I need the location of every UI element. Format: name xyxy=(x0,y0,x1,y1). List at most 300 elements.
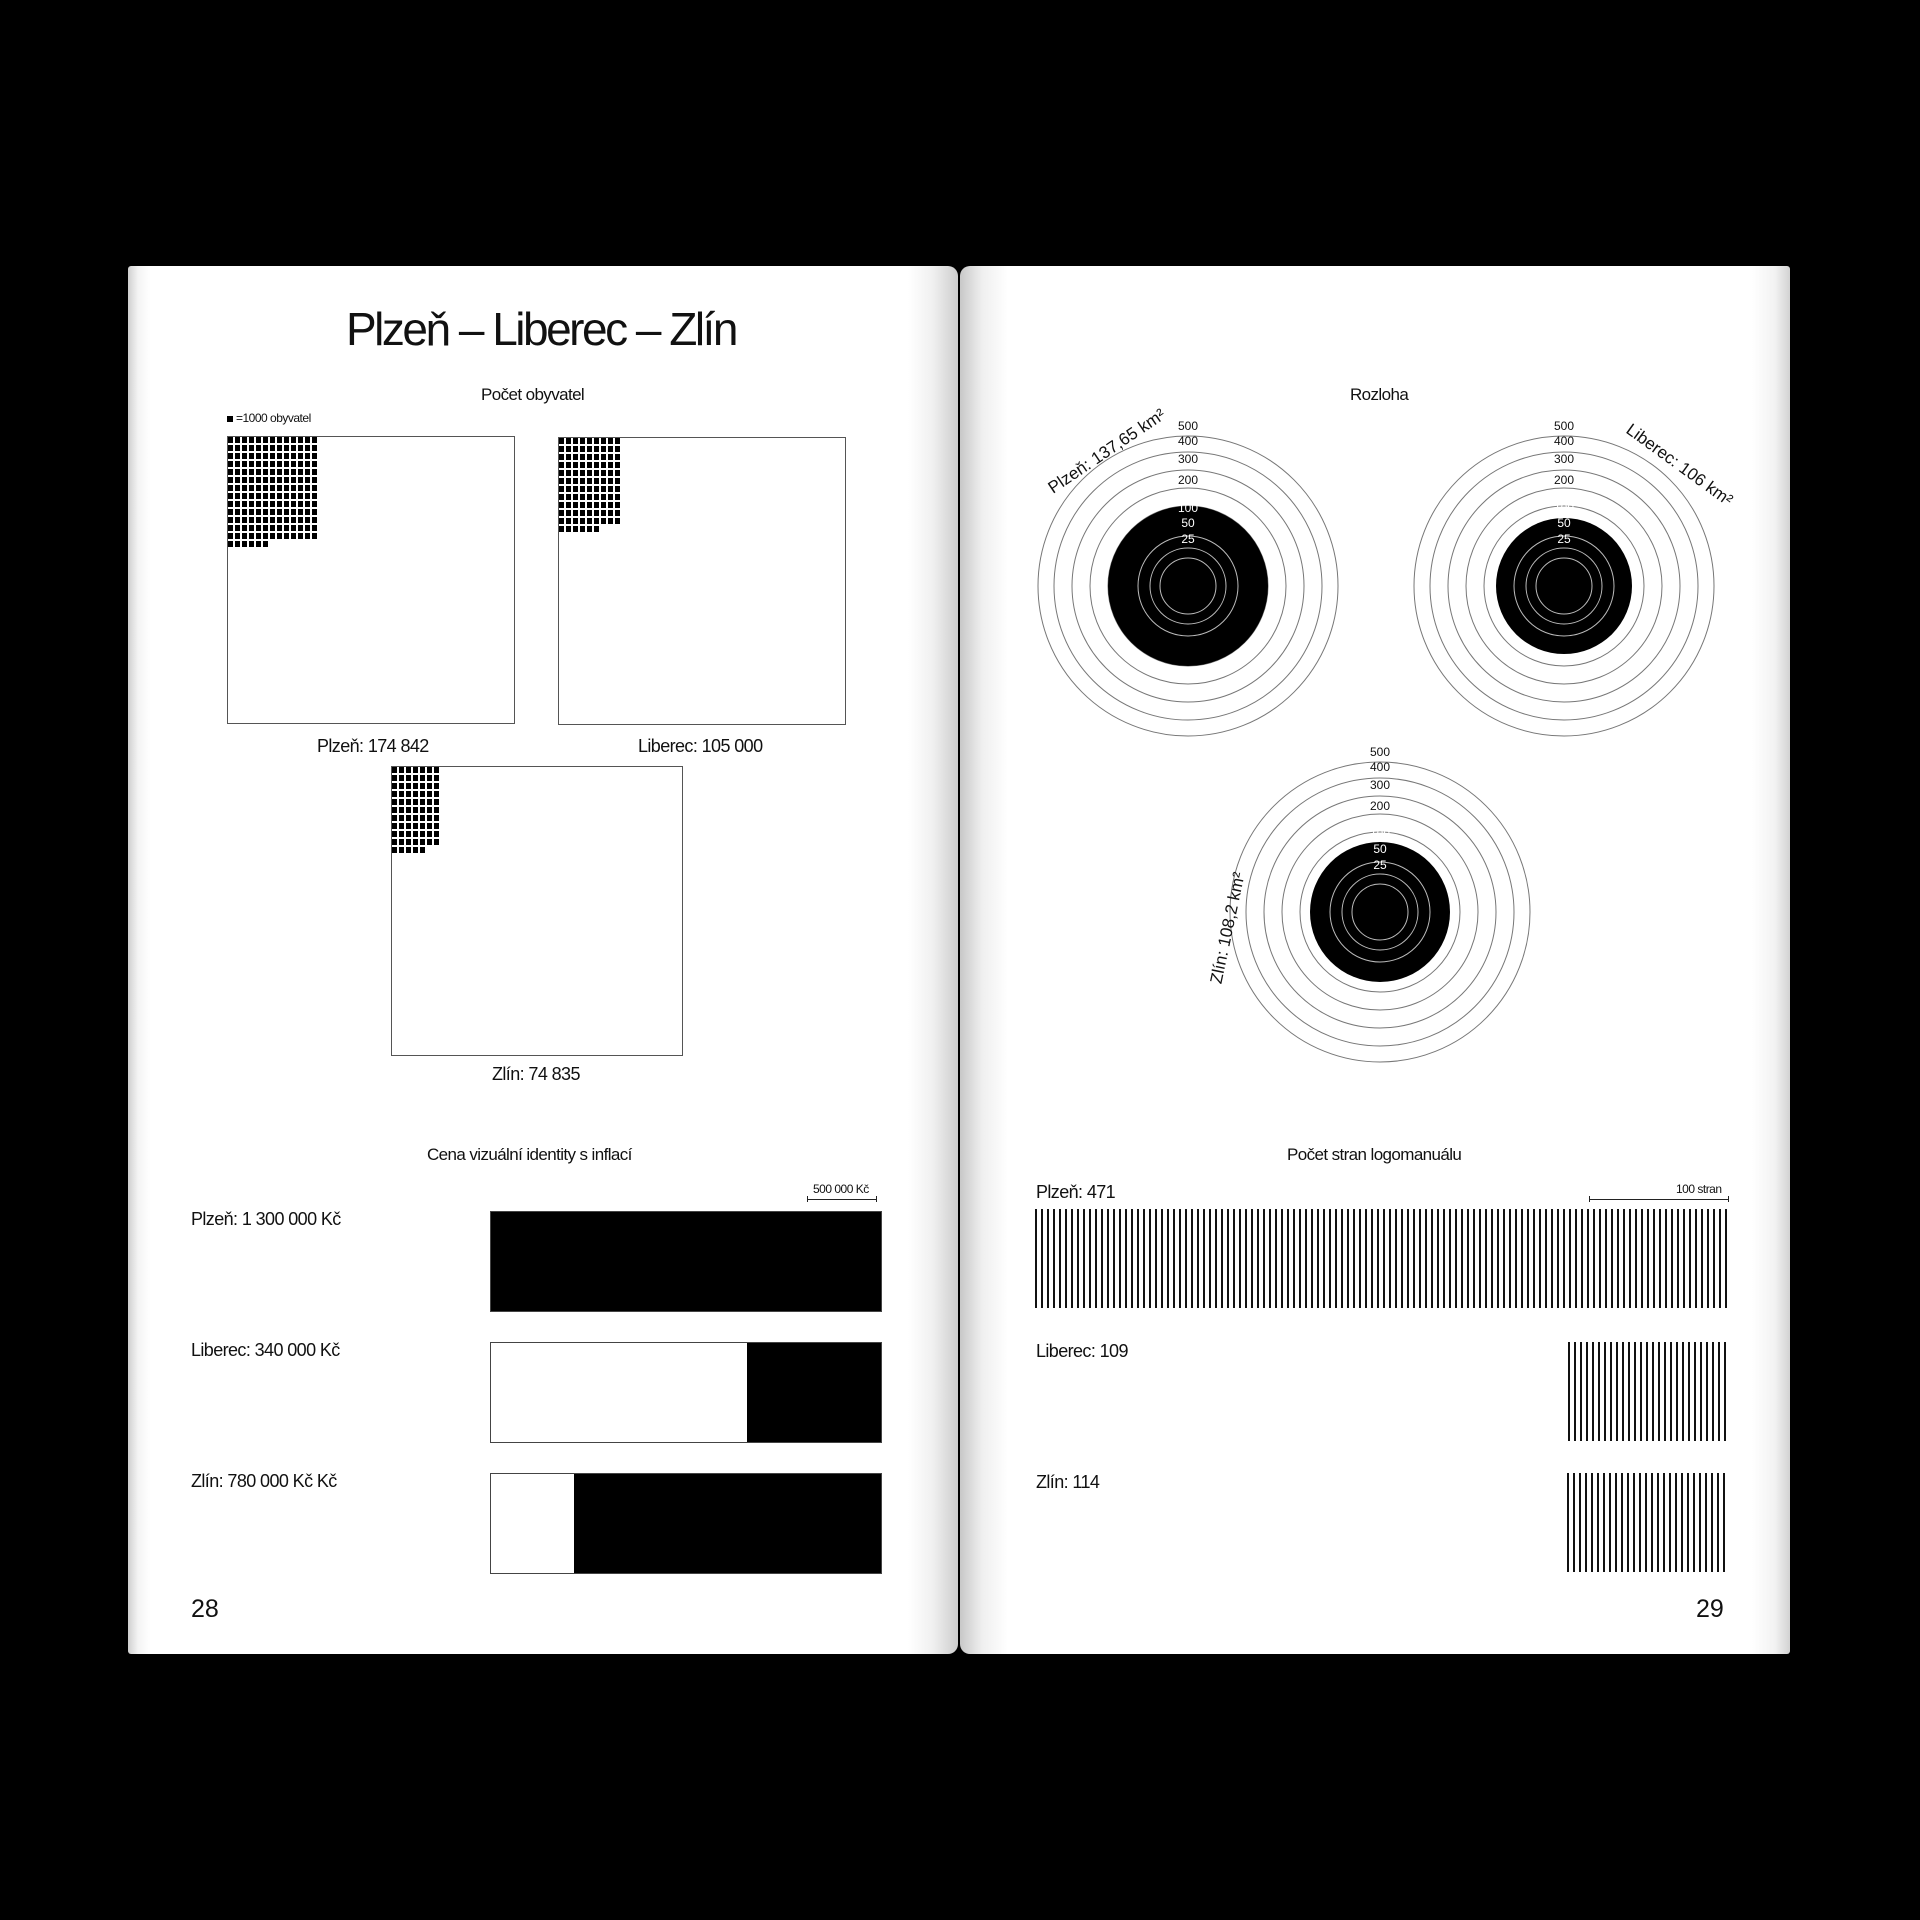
population-square xyxy=(413,831,418,837)
cost-bar-fill-liberec xyxy=(747,1343,881,1442)
population-square xyxy=(420,799,425,805)
population-square xyxy=(413,775,418,781)
population-square xyxy=(594,462,599,468)
population-square xyxy=(573,486,578,492)
population-square xyxy=(615,478,620,484)
population-square xyxy=(284,509,289,515)
population-label-liberec: Liberec: 105 000 xyxy=(638,736,763,756)
population-square xyxy=(312,445,317,451)
population-square xyxy=(434,815,439,821)
population-square xyxy=(559,502,564,508)
population-square xyxy=(284,453,289,459)
population-square xyxy=(249,533,254,539)
population-square xyxy=(312,533,317,539)
population-square xyxy=(291,493,296,499)
population-square xyxy=(270,485,275,491)
population-square xyxy=(298,469,303,475)
population-square xyxy=(242,437,247,443)
page-number-right: 29 xyxy=(1696,1595,1724,1623)
area-ring-label: 300 xyxy=(1553,452,1575,466)
population-square xyxy=(406,775,411,781)
population-square xyxy=(312,509,317,515)
population-square xyxy=(256,469,261,475)
population-square xyxy=(580,486,585,492)
population-square xyxy=(242,541,247,547)
population-square xyxy=(587,454,592,460)
pages-scale-label: 100 stran xyxy=(1676,1182,1722,1196)
population-square xyxy=(235,453,240,459)
population-square xyxy=(413,799,418,805)
population-square xyxy=(298,445,303,451)
population-square xyxy=(615,502,620,508)
population-square xyxy=(420,839,425,845)
population-square xyxy=(270,517,275,523)
population-square xyxy=(420,767,425,773)
pages-label-plzen: Plzeň: 471 xyxy=(1036,1182,1116,1202)
population-square xyxy=(312,525,317,531)
population-square xyxy=(594,494,599,500)
population-square xyxy=(420,791,425,797)
left-page xyxy=(128,266,958,1654)
population-square xyxy=(291,485,296,491)
population-square xyxy=(298,493,303,499)
population-square xyxy=(587,502,592,508)
population-square xyxy=(228,445,233,451)
population-square xyxy=(298,533,303,539)
cost-bar-fill-plzen xyxy=(490,1212,881,1311)
population-square xyxy=(434,775,439,781)
population-square xyxy=(256,453,261,459)
population-square xyxy=(298,437,303,443)
population-square xyxy=(420,847,425,853)
population-square xyxy=(291,461,296,467)
population-label-plzen: Plzeň: 174 842 xyxy=(317,736,429,756)
population-square xyxy=(298,477,303,483)
population-square xyxy=(284,445,289,451)
population-square xyxy=(277,533,282,539)
population-square xyxy=(601,478,606,484)
population-square xyxy=(270,493,275,499)
population-square xyxy=(573,526,578,532)
population-square xyxy=(399,775,404,781)
population-square xyxy=(573,438,578,444)
population-square xyxy=(284,477,289,483)
population-square xyxy=(305,461,310,467)
population-square xyxy=(277,477,282,483)
population-square xyxy=(249,493,254,499)
population-square xyxy=(263,477,268,483)
pages-lines-liberec xyxy=(1568,1342,1727,1441)
population-square xyxy=(559,470,564,476)
population-square xyxy=(270,437,275,443)
cost-heading: Cena vizuální identity s inflací xyxy=(427,1145,632,1164)
area-ring-label: 100 xyxy=(1369,827,1391,841)
population-square xyxy=(291,533,296,539)
population-square xyxy=(305,437,310,443)
population-square xyxy=(399,839,404,845)
population-square xyxy=(434,823,439,829)
population-square xyxy=(256,477,261,483)
population-square xyxy=(263,509,268,515)
population-square xyxy=(608,438,613,444)
population-square xyxy=(559,526,564,532)
population-square xyxy=(566,462,571,468)
population-square xyxy=(249,517,254,523)
population-square xyxy=(235,485,240,491)
population-square xyxy=(291,437,296,443)
population-square xyxy=(594,502,599,508)
population-square xyxy=(566,518,571,524)
area-label-plzen: Plzeň: 137,65 km² xyxy=(1044,404,1169,498)
population-square xyxy=(249,501,254,507)
population-square xyxy=(566,446,571,452)
population-square xyxy=(263,461,268,467)
population-square xyxy=(242,533,247,539)
population-square xyxy=(228,517,233,523)
population-square xyxy=(277,437,282,443)
cost-scale-label: 500 000 Kč xyxy=(813,1182,869,1196)
population-square xyxy=(573,510,578,516)
population-square xyxy=(256,485,261,491)
population-square xyxy=(228,541,233,547)
population-square xyxy=(392,799,397,805)
population-square xyxy=(615,462,620,468)
population-square xyxy=(594,510,599,516)
population-square xyxy=(573,454,578,460)
population-square xyxy=(284,469,289,475)
population-square xyxy=(392,807,397,813)
population-square xyxy=(242,477,247,483)
population-square xyxy=(235,493,240,499)
population-square xyxy=(573,446,578,452)
population-square xyxy=(406,799,411,805)
population-square xyxy=(298,485,303,491)
population-square xyxy=(305,493,310,499)
population-square xyxy=(427,807,432,813)
population-square xyxy=(587,446,592,452)
population-square xyxy=(312,493,317,499)
population-square xyxy=(594,526,599,532)
cost-label-plzen: Plzeň: 1 300 000 Kč xyxy=(191,1209,341,1229)
population-square xyxy=(399,799,404,805)
population-square xyxy=(312,453,317,459)
page-number-left: 28 xyxy=(191,1595,219,1623)
population-square xyxy=(291,501,296,507)
population-square xyxy=(594,470,599,476)
population-square xyxy=(305,533,310,539)
population-square xyxy=(413,791,418,797)
population-square xyxy=(406,807,411,813)
population-square xyxy=(566,478,571,484)
population-square xyxy=(263,453,268,459)
population-square xyxy=(249,453,254,459)
population-square xyxy=(399,823,404,829)
pages-heading: Počet stran logomanuálu xyxy=(1287,1145,1462,1164)
population-square xyxy=(263,501,268,507)
population-square xyxy=(392,815,397,821)
population-square xyxy=(249,461,254,467)
population-square xyxy=(608,494,613,500)
pages-lines-zlin xyxy=(1567,1473,1727,1572)
population-square xyxy=(228,509,233,515)
population-square xyxy=(608,518,613,524)
population-square xyxy=(284,461,289,467)
population-square xyxy=(399,783,404,789)
population-square xyxy=(228,437,233,443)
population-square xyxy=(235,541,240,547)
population-square xyxy=(256,525,261,531)
population-square xyxy=(249,541,254,547)
population-square xyxy=(256,533,261,539)
population-square xyxy=(427,823,432,829)
population-square xyxy=(573,518,578,524)
population-square xyxy=(413,823,418,829)
population-square xyxy=(608,462,613,468)
population-square xyxy=(235,461,240,467)
population-square xyxy=(298,517,303,523)
population-square xyxy=(242,485,247,491)
population-square xyxy=(263,445,268,451)
population-square xyxy=(392,775,397,781)
area-ring-label: 500 xyxy=(1369,745,1391,759)
population-square xyxy=(305,469,310,475)
area-ring-label: 100 xyxy=(1177,501,1199,515)
cost-bar-plzen xyxy=(490,1211,882,1312)
population-square xyxy=(399,815,404,821)
population-square xyxy=(615,438,620,444)
population-square xyxy=(305,485,310,491)
population-square xyxy=(615,446,620,452)
population-square xyxy=(305,517,310,523)
population-square xyxy=(580,470,585,476)
population-square xyxy=(580,478,585,484)
population-square xyxy=(615,470,620,476)
population-square xyxy=(427,831,432,837)
population-square xyxy=(228,485,233,491)
population-square xyxy=(249,525,254,531)
area-label-zlin: Zlín: 108,2 km² xyxy=(1206,870,1249,986)
population-square xyxy=(580,438,585,444)
population-square xyxy=(263,485,268,491)
legend-square-icon xyxy=(227,416,233,422)
population-square xyxy=(608,486,613,492)
population-square xyxy=(242,445,247,451)
population-square xyxy=(615,486,620,492)
population-square xyxy=(277,469,282,475)
area-ring-label: 50 xyxy=(1557,516,1571,530)
population-square xyxy=(601,446,606,452)
population-square xyxy=(235,477,240,483)
population-square xyxy=(573,462,578,468)
population-square xyxy=(601,494,606,500)
population-square xyxy=(263,533,268,539)
pages-label-liberec: Liberec: 109 xyxy=(1036,1341,1128,1361)
population-square xyxy=(608,454,613,460)
population-square xyxy=(235,437,240,443)
population-square xyxy=(291,453,296,459)
population-square xyxy=(559,438,564,444)
population-square xyxy=(434,807,439,813)
population-square xyxy=(399,767,404,773)
population-square xyxy=(312,517,317,523)
population-square xyxy=(263,517,268,523)
population-square xyxy=(235,525,240,531)
area-ring-label: 400 xyxy=(1177,434,1199,448)
population-square xyxy=(298,461,303,467)
population-square xyxy=(228,461,233,467)
population-square xyxy=(284,493,289,499)
area-ring-label: 25 xyxy=(1557,532,1571,546)
population-square xyxy=(291,509,296,515)
population-square xyxy=(277,461,282,467)
population-square xyxy=(580,454,585,460)
population-square xyxy=(559,494,564,500)
pages-lines-plzen xyxy=(1035,1209,1727,1308)
population-squares-liberec xyxy=(559,438,620,532)
population-square xyxy=(263,493,268,499)
population-square xyxy=(434,783,439,789)
population-square xyxy=(559,518,564,524)
population-square xyxy=(298,501,303,507)
population-square xyxy=(228,477,233,483)
population-square xyxy=(566,438,571,444)
area-target-charts xyxy=(960,266,1790,1086)
population-square xyxy=(587,462,592,468)
population-square xyxy=(392,767,397,773)
population-square xyxy=(284,525,289,531)
population-square xyxy=(406,839,411,845)
population-square xyxy=(277,501,282,507)
population-square xyxy=(392,823,397,829)
population-square xyxy=(228,469,233,475)
population-square xyxy=(277,517,282,523)
population-square xyxy=(256,509,261,515)
population-square xyxy=(559,510,564,516)
population-square xyxy=(291,517,296,523)
population-square xyxy=(270,477,275,483)
population-square xyxy=(601,470,606,476)
population-square xyxy=(413,815,418,821)
population-square xyxy=(312,485,317,491)
population-square xyxy=(434,791,439,797)
population-square xyxy=(392,839,397,845)
population-square xyxy=(580,446,585,452)
population-square xyxy=(263,541,268,547)
population-legend: =1000 obyvatel xyxy=(236,411,311,425)
population-square xyxy=(427,767,432,773)
population-square xyxy=(434,767,439,773)
population-square xyxy=(566,502,571,508)
cost-label-zlin: Zlín: 780 000 Kč Kč xyxy=(191,1471,337,1491)
population-square xyxy=(263,469,268,475)
population-square xyxy=(249,509,254,515)
population-square xyxy=(256,493,261,499)
population-square xyxy=(242,469,247,475)
population-square xyxy=(312,461,317,467)
population-square xyxy=(270,469,275,475)
population-square xyxy=(277,525,282,531)
population-square xyxy=(305,509,310,515)
pages-scale-bar xyxy=(1589,1196,1729,1202)
population-square xyxy=(427,815,432,821)
pages-label-zlin: Zlín: 114 xyxy=(1036,1472,1100,1492)
population-square xyxy=(291,525,296,531)
population-square xyxy=(587,526,592,532)
population-square xyxy=(406,791,411,797)
population-square xyxy=(406,823,411,829)
population-square xyxy=(256,437,261,443)
right-page xyxy=(960,266,1790,1654)
area-ring-label: 500 xyxy=(1177,419,1199,433)
population-square xyxy=(601,518,606,524)
population-square xyxy=(420,775,425,781)
population-square xyxy=(566,454,571,460)
population-square xyxy=(392,783,397,789)
population-square xyxy=(284,437,289,443)
population-square xyxy=(406,815,411,821)
population-square xyxy=(580,518,585,524)
population-square xyxy=(615,510,620,516)
population-square xyxy=(566,486,571,492)
population-square xyxy=(559,446,564,452)
population-square xyxy=(427,775,432,781)
population-square xyxy=(399,791,404,797)
area-ring-label: 200 xyxy=(1553,473,1575,487)
population-square xyxy=(420,815,425,821)
population-square xyxy=(406,847,411,853)
population-square xyxy=(256,501,261,507)
population-square xyxy=(427,839,432,845)
population-square xyxy=(594,454,599,460)
population-square xyxy=(573,494,578,500)
population-square xyxy=(298,509,303,515)
population-square xyxy=(413,783,418,789)
population-square xyxy=(228,453,233,459)
population-square xyxy=(580,510,585,516)
population-square xyxy=(392,791,397,797)
population-square xyxy=(594,446,599,452)
population-square xyxy=(566,526,571,532)
population-square xyxy=(594,518,599,524)
population-square xyxy=(573,478,578,484)
population-square xyxy=(242,493,247,499)
population-square xyxy=(580,526,585,532)
population-square xyxy=(249,477,254,483)
population-square xyxy=(228,493,233,499)
population-square xyxy=(228,501,233,507)
area-target-zlin xyxy=(1230,745,1530,1062)
population-square xyxy=(305,445,310,451)
population-square xyxy=(594,438,599,444)
population-square xyxy=(608,478,613,484)
population-square xyxy=(615,454,620,460)
population-box-plzen xyxy=(227,436,515,724)
area-ring-label: 100 xyxy=(1553,501,1575,515)
population-square xyxy=(608,502,613,508)
population-square xyxy=(413,847,418,853)
population-square xyxy=(256,517,261,523)
population-square xyxy=(249,469,254,475)
population-square xyxy=(587,470,592,476)
population-square xyxy=(615,518,620,524)
population-square xyxy=(270,445,275,451)
population-square xyxy=(256,445,261,451)
area-ring-label: 300 xyxy=(1177,452,1199,466)
population-square xyxy=(277,493,282,499)
area-ring-label: 25 xyxy=(1181,532,1195,546)
population-square xyxy=(284,533,289,539)
population-square xyxy=(413,767,418,773)
